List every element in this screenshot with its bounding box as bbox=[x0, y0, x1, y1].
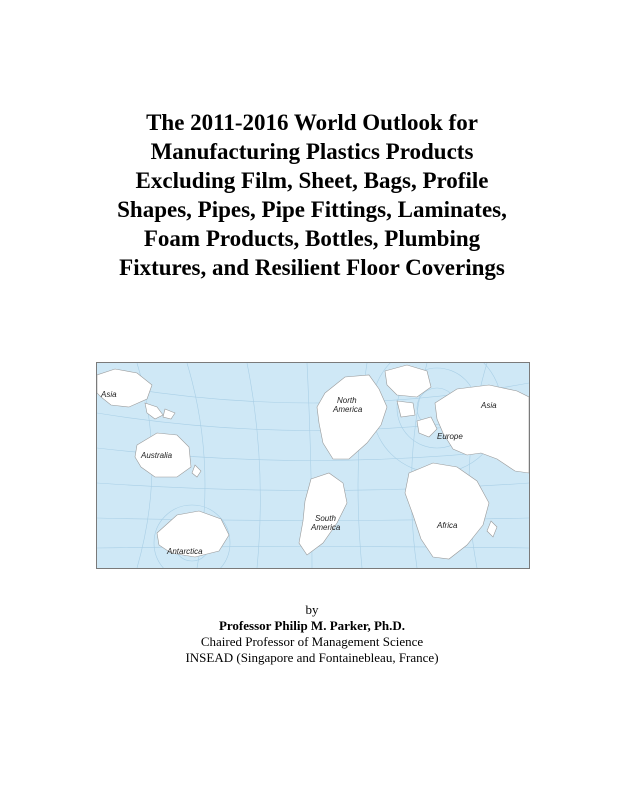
author-position: Chaired Professor of Management Science bbox=[200, 634, 424, 649]
map-label-australia: Australia bbox=[141, 451, 173, 460]
book-title bbox=[40, 108, 584, 282]
map-label-south-america-2: America bbox=[311, 523, 341, 532]
title-line: Foam Products, Bottles, Plumbing bbox=[143, 226, 481, 251]
world-map bbox=[96, 362, 530, 569]
map-label-asia-left: Asia bbox=[101, 390, 117, 399]
author-institution: INSEAD (Singapore and Fontainebleau, France) bbox=[185, 650, 439, 665]
map-label-europe: Europe bbox=[437, 432, 463, 441]
title-line: Excluding Film, Sheet, Bags, Profile bbox=[135, 168, 489, 193]
author-name: Professor Philip M. Parker, Ph.D. bbox=[218, 618, 406, 633]
byline-by: by bbox=[305, 602, 319, 617]
title-line: Shapes, Pipes, Pipe Fittings, Laminates, bbox=[117, 197, 507, 222]
map-label-africa: Africa bbox=[437, 521, 458, 530]
map-label-north-america-2: America bbox=[333, 405, 363, 414]
map-label-antarctica: Antarctica bbox=[167, 547, 203, 556]
world-map-svg bbox=[97, 363, 529, 568]
title-line: The 2011-2016 World Outlook for bbox=[146, 110, 478, 135]
map-label-asia-right: Asia bbox=[481, 401, 497, 410]
map-label-south-america-1: South bbox=[315, 514, 336, 523]
title-line: Fixtures, and Resilient Floor Coverings bbox=[119, 255, 505, 280]
map-label-north-america-1: North bbox=[337, 396, 357, 405]
byline bbox=[40, 602, 584, 666]
title-line: Manufacturing Plastics Products bbox=[150, 139, 474, 164]
